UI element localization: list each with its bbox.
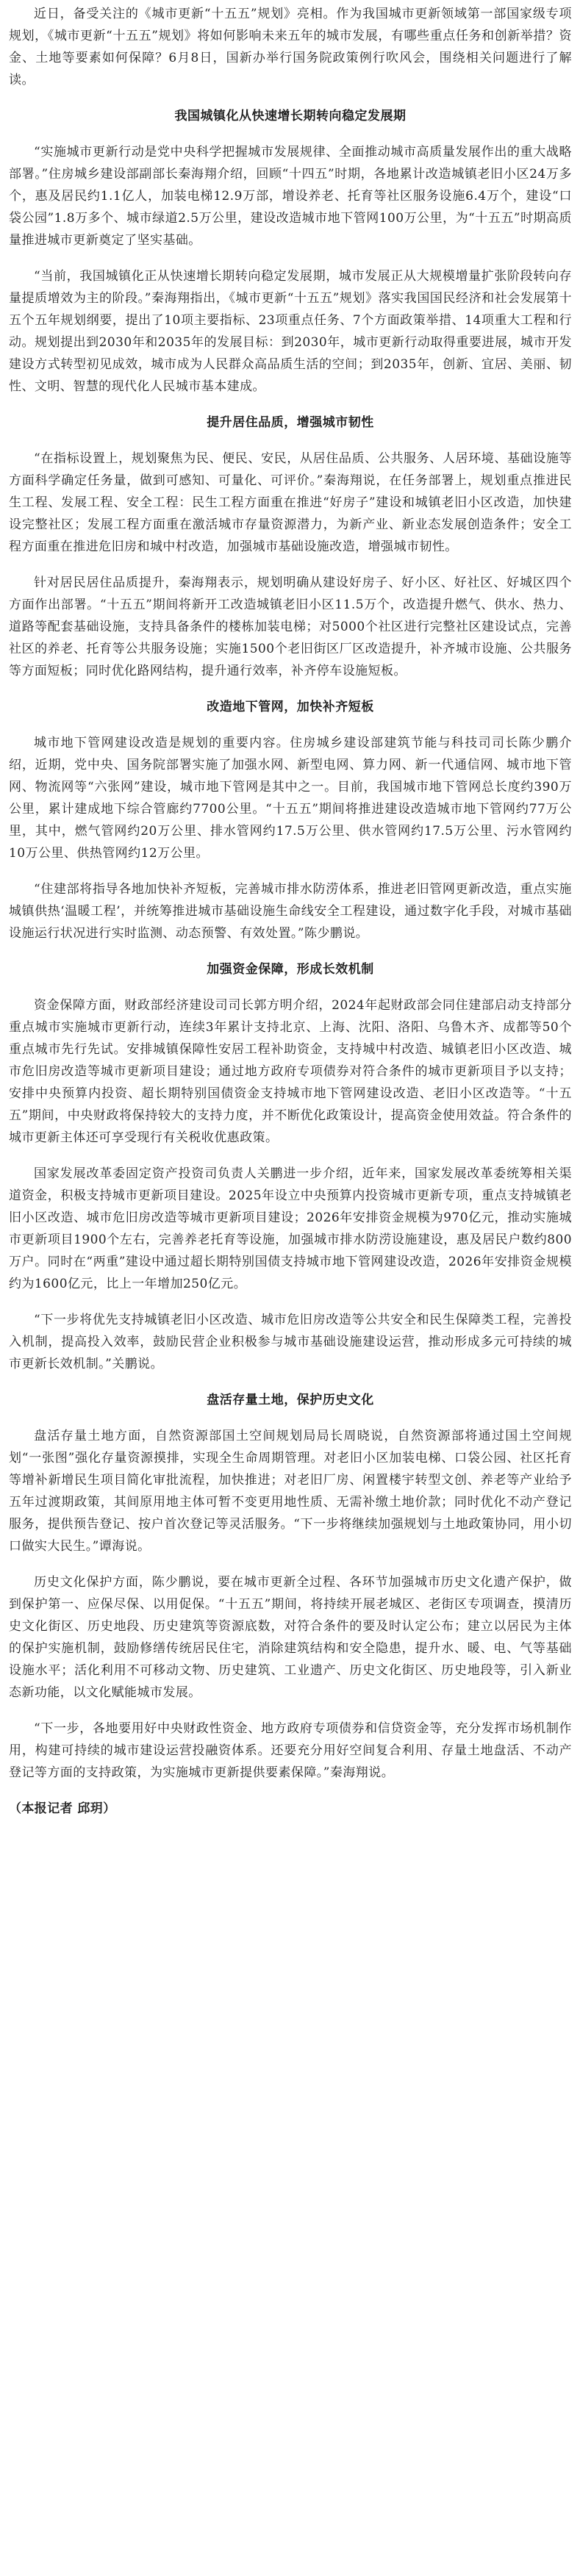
section-heading: 我国城镇化从快速增长期转向稳定发展期	[174, 109, 407, 123]
section-paragraph: “下一步，各地要用好中央财政性资金、地方政府专项债券和信贷资金等，充分发挥市场机制作用，构建可持续的城市建设运营投融资体系。还要充分用好空间复合利用、存量土地盘活、不动产登记等方面的支持政策，为实施城市更新提供要素保障。”秦海翔说。	[9, 1721, 572, 1780]
article-section-2	[9, 412, 572, 682]
section-paragraph: 国家发展改革委固定资产投资司负责人关鹏进一步介绍，近年来，国家发展改革委统筹相关渠道资金，积极支持城市更新项目建设。2025年设立中央预算内投资城市更新专项，重点支持城镇老旧小区改造、城市危旧房改造等城市更新项目建设；2026年安排资金规模为970亿元，推动实施城市更新项目1900个左右，完善养老托育等设施，加强城市排水防涝设施建设，惠及居民户数约800万户。同时在“两重”建设中通过超长期特别国债支持城市地下管网建设改造，2026年安排资金规模约为1600亿元，比上一年增加250亿元。	[9, 1166, 572, 1291]
section-paragraph: “住建部将指导各地加快补齐短板，完善城市排水防涝体系，推进老旧管网更新改造，重点实施城镇供热‘温暖工程’，并统筹推进城市基础设施生命线安全工程建设，通过数字化手段，对城市基础设施运行状况进行实时监测、动态预警、有效处置。”陈少鹏说。	[9, 882, 572, 941]
section-paragraph: 盘活存量土地方面，自然资源部国土空间规划局局长周晓说，自然资源部将通过国土空间规划“一张图”强化存量资源摸排，实现全生命周期管理。对老旧小区加装电梯、口袋公园、社区托育等增补新增民生项目简化审批流程，加快推进；对老旧厂房、闲置楼宇转型文创、养老等产业给予五年过渡期政策，其间原用地主体可暂不变更用地性质、无需补缴土地价款；同时优化不动产登记服务，提供预告登记、按户首次登记等灵活服务。“下一步将继续加强规划与土地政策协同，用小切口做实大民生。”谭海说。	[9, 1429, 572, 1554]
section-paragraph: “当前，我国城镇化正从快速增长期转向稳定发展期，城市发展正从大规模增量扩张阶段转向存量提质增效为主的阶段。”秦海翔指出，《城市更新“十五五”规划》落实我国国民经济和社会发展第十五个五年规划纲要，提出了10项主要指标、23项重点任务、7个方面政策举措、14项重大工程和行动。规划提出到2030年和2035年的发展目标：到2030年，城市更新行动取得重要进展，城市开发建设方式转型初见成效，城市成为人民群众高品质生活的空间；到2035年，创新、宜居、美丽、韧性、文明、智慧的现代化人民城市基本建成。	[9, 269, 572, 394]
article-intro: 近日，备受关注的《城市更新“十五五”规划》亮相。作为我国城市更新领域第一部国家级专项规划，《城市更新“十五五”规划》将如何影响未来五年的城市发展，有哪些重点任务和创新举措？资金、土地等要素如何保障？6月8日，国新办举行国务院政策例行吹风会，围绕相关问题进行了解读。	[9, 7, 572, 87]
article-section-5	[9, 1389, 572, 1784]
section-paragraph: 城市地下管网建设改造是规划的重要内容。住房城乡建设部建筑节能与科技司司长陈少鹏介绍，近期，党中央、国务院部署实施了加强水网、新型电网、算力网、新一代通信网、城市地下管网、物流网等“六张网”建设，城市地下管网是其中之一。目前，我国城市地下管网总长度约390万公里，累计建成地下综合管廊约7700公里。“十五五”期间将推进建设改造城市地下管网约77万公里，其中，燃气管网约20万公里、排水管网约17.5万公里、供水管网约17.5万公里、污水管网约10万公里、供热管网约12万公里。	[9, 736, 572, 861]
reporter-byline: （本报记者 邱玥）	[9, 1801, 116, 1816]
section-heading: 改造地下管网，加快补齐短板	[207, 700, 374, 714]
section-paragraph: “下一步将优先支持城镇老旧小区改造、城市危旧房改造等公共安全和民生保障类工程，完善投入机制，提高投入效率，鼓励民营企业积极参与城市基础设施建设运营，推动形成多元可持续的城市更新长效机制。”关鹏说。	[9, 1313, 572, 1371]
section-heading: 盘活存量土地，保护历史文化	[207, 1393, 374, 1407]
section-paragraph: “在指标设置上，规划聚焦为民、便民、安民，从居住品质、公共服务、人居环境、基础设施等方面科学确定任务量，做到可感知、可量化、可评价。”秦海翔说，在任务部署上，规划重点推进民生工程、发展工程、安全工程：民生工程方面重在推进“好房子”建设和城镇老旧小区改造，加快建设完整社区；发展工程方面重在激活城市存量资源潜力，为新产业、新业态发展创造条件；安全工程方面重在推进危旧房和城中村改造，加强城市基础设施改造，增强城市韧性。	[9, 451, 572, 554]
section-paragraph: 资金保障方面，财政部经济建设司司长郭方明介绍，2024年起财政部会同住建部启动支持部分重点城市实施城市更新行动，连续3年累计支持北京、上海、沈阳、洛阳、乌鲁木齐、成都等50个重点城市先行先试。安排城镇保障性安居工程补助资金，支持城中村改造、城镇老旧小区改造、城市危旧房改造等城市更新项目建设；通过地方政府专项债券对符合条件的城市更新项目予以支持；安排中央预算内投资、超长期特别国债资金支持城市地下管网建设改造、老旧小区改造等。“十五五”期间，中央财政将保持较大的支持力度，并不断优化政策设计，提高资金使用效益。符合条件的城市更新主体还可享受现行有关税收优惠政策。	[9, 998, 572, 1145]
section-paragraph: “实施城市更新行动是党中央科学把握城市发展规律、全面推动城市高质量发展作出的重大战略部署。”住房城乡建设部副部长秦海翔介绍，回顾“十四五”时期，各地累计改造城镇老旧小区24万多个，惠及居民约1.1亿人，加装电梯12.9万部，增设养老、托育等社区服务设施6.4万个，建设“口袋公园”1.8万多个、城市绿道2.5万公里，建设改造城市地下管网100万公里，为“十五五”时期高质量推进城市更新奠定了坚实基础。	[9, 145, 572, 248]
section-paragraph: 针对居民居住品质提升，秦海翔表示，规划明确从建设好房子、好小区、好社区、好城区四个方面作出部署。“十五五”期间将新开工改造城镇老旧小区11.5万个，改造提升燃气、供水、热力、道路等配套基础设施，支持具备条件的楼栋加装电梯；对5000个社区进行完整社区建设试点，完善社区的养老、托育等公共服务设施；实施1500个老旧街区厂区改造提升，补齐城市设施、公共服务等方面短板；同时优化路网结构，提升通行效率，补齐停车设施短板。	[9, 575, 572, 678]
section-paragraph: 历史文化保护方面，陈少鹏说，要在城市更新全过程、各环节加强城市历史文化遗产保护，做到保护第一、应保尽保、以用促保。“十五五”期间，将持续开展老城区、老街区专项调查，摸清历史文化街区、历史地段、历史建筑等资源底数，对符合条件的要及时认定公布；建立以居民为主体的保护实施机制，鼓励修缮传统居民住宅，消除建筑结构和安全隐患，提升水、暖、电、气等基础设施水平；活化利用不可移动文物、历史建筑、工业遗产、历史文化街区、历史地段等，引入新业态新功能，以文化赋能城市发展。	[9, 1575, 572, 1700]
article-section-3	[9, 696, 572, 944]
article-section-1	[9, 105, 572, 398]
section-heading: 加强资金保障，形成长效机制	[207, 962, 374, 977]
section-heading: 提升居住品质，增强城市韧性	[207, 415, 374, 430]
article-section-4	[9, 958, 572, 1375]
